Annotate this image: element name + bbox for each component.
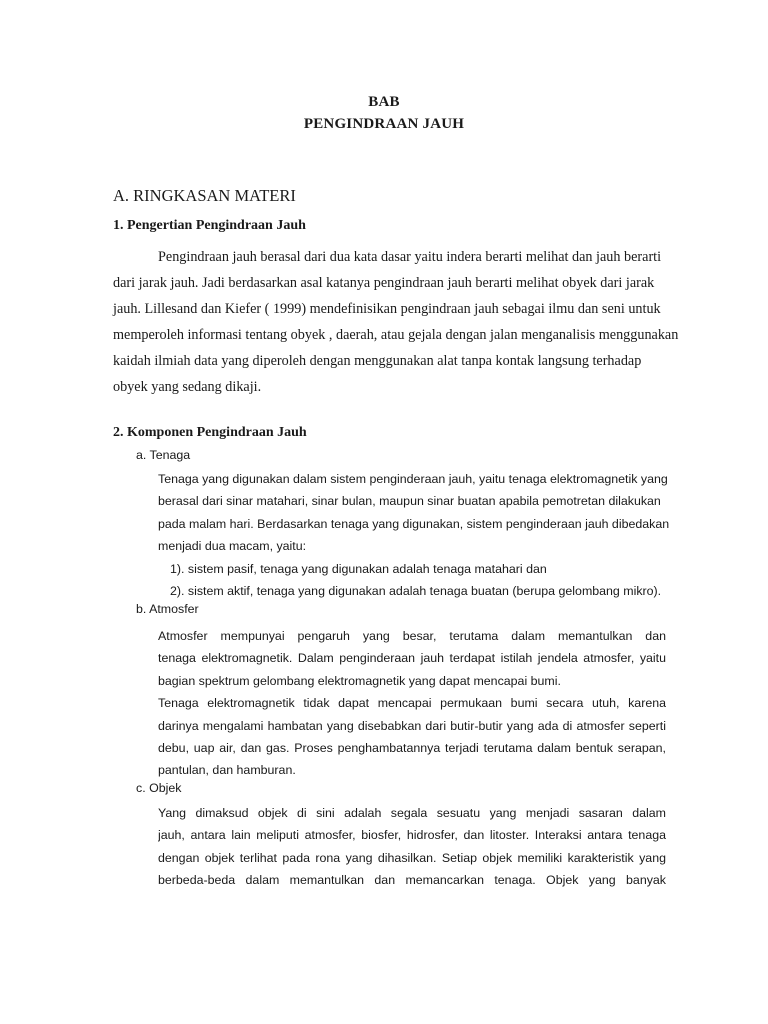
chapter-title: PENGINDRAAN JAUH	[303, 116, 465, 132]
paragraph-line: Yang dimaksud objek di sini adalah segala sesuatu yang menjadi sasaran dalam	[158, 806, 666, 820]
item-c-label: c. Objek	[136, 781, 182, 795]
paragraph-line: berasal dari sinar matahari, sinar bulan, maupun sinar buatan apabila pemotretan dilakukan	[158, 494, 661, 509]
paragraph-line: menjadi dua macam, yaitu:	[158, 539, 307, 554]
paragraph-line: pada malam hari. Berdasarkan tenaga yang digunakan, sistem penginderaan jauh dibedakan	[158, 516, 670, 531]
paragraph-line: Pengindraan jauh berasal dari dua kata dasar yaitu indera berarti melihat dan jauh berarti	[158, 249, 662, 265]
item-c-text	[158, 802, 666, 892]
paragraph-line: darinya mengalami hambatan yang disebabkan dari butir-butir yang ada di atmosfer seperti	[158, 718, 666, 733]
paragraph-line: dengan objek terlihat pada rona yang dihasilkan. Setiap objek memiliki karakteristik yang	[158, 850, 666, 865]
subsection-1-paragraph	[113, 244, 689, 400]
paragraph-line: kaidah ilmiah data yang diperoleh dengan menggunakan alat tanpa kontak langsung terhadap	[113, 353, 642, 369]
list-item: 2). sistem aktif, tenaga yang digunakan adalah tenaga buatan (berupa gelombang mikro).	[170, 583, 662, 598]
paragraph-line: jauh, antara lain meliputi atmosfer, biosfer, hidrosfer, dan litoster. Interaksi antara tenaga	[158, 828, 666, 843]
paragraph-line: jauh. Lillesand dan Kiefer ( 1999) mendefinisikan pengindraan jauh sebagai ilmu dan seni untuk	[113, 301, 661, 317]
paragraph-line: Atmosfer mempunyai pengaruh yang besar, terutama dalam memantulkan dan	[158, 629, 666, 643]
paragraph-line: Tenaga elektromagnetik tidak dapat mencapai permukaan bumi secara utuh, karena	[158, 696, 666, 711]
subsection-1-heading: 1. Pengertian Pengindraan Jauh	[113, 218, 306, 233]
paragraph-line: memperoleh informasi tentang obyek , daerah, atau gejala dengan jalan menganalisis menggunakan	[113, 327, 679, 343]
item-b-label: b. Atmosfer	[136, 602, 199, 616]
item-a-text	[158, 468, 670, 602]
paragraph-line: berbeda-beda dalam memantulkan dan memancarkan tenaga. Objek yang banyak	[158, 873, 666, 888]
paragraph-line: Tenaga yang digunakan dalam sistem penginderaan jauh, yaitu tenaga elektromagnetik yang	[158, 472, 668, 486]
item-a-label: a. Tenaga	[136, 448, 191, 462]
paragraph-line: tenaga elektromagnetik. Dalam penginderaan jauh terdapat istilah jendela atmosfer, yaitu	[158, 651, 666, 666]
paragraph-line: debu, uap air, dan gas. Proses penghambatannya terjadi terutama dalam bentuk serapan,	[158, 740, 666, 755]
subsection-2-heading: 2. Komponen Pengindraan Jauh	[113, 425, 307, 440]
list-item: 1). sistem pasif, tenaga yang digunakan adalah tenaga matahari dan	[170, 561, 547, 576]
paragraph-line: pantulan, dan hamburan.	[158, 763, 296, 778]
paragraph-line: bagian spektrum gelombang elektromagnetik yang dapat mencapai bumi.	[158, 673, 561, 688]
paragraph-line: obyek yang sedang dikaji.	[113, 379, 262, 395]
section-a-heading: A. RINGKASAN MATERI	[113, 186, 296, 205]
paragraph-line: dari jarak jauh. Jadi berdasarkan asal katanya pengindraan jauh berarti melihat obyek dari jarak	[113, 275, 655, 291]
item-b-text	[158, 625, 666, 782]
chapter-label: BAB	[368, 94, 400, 110]
